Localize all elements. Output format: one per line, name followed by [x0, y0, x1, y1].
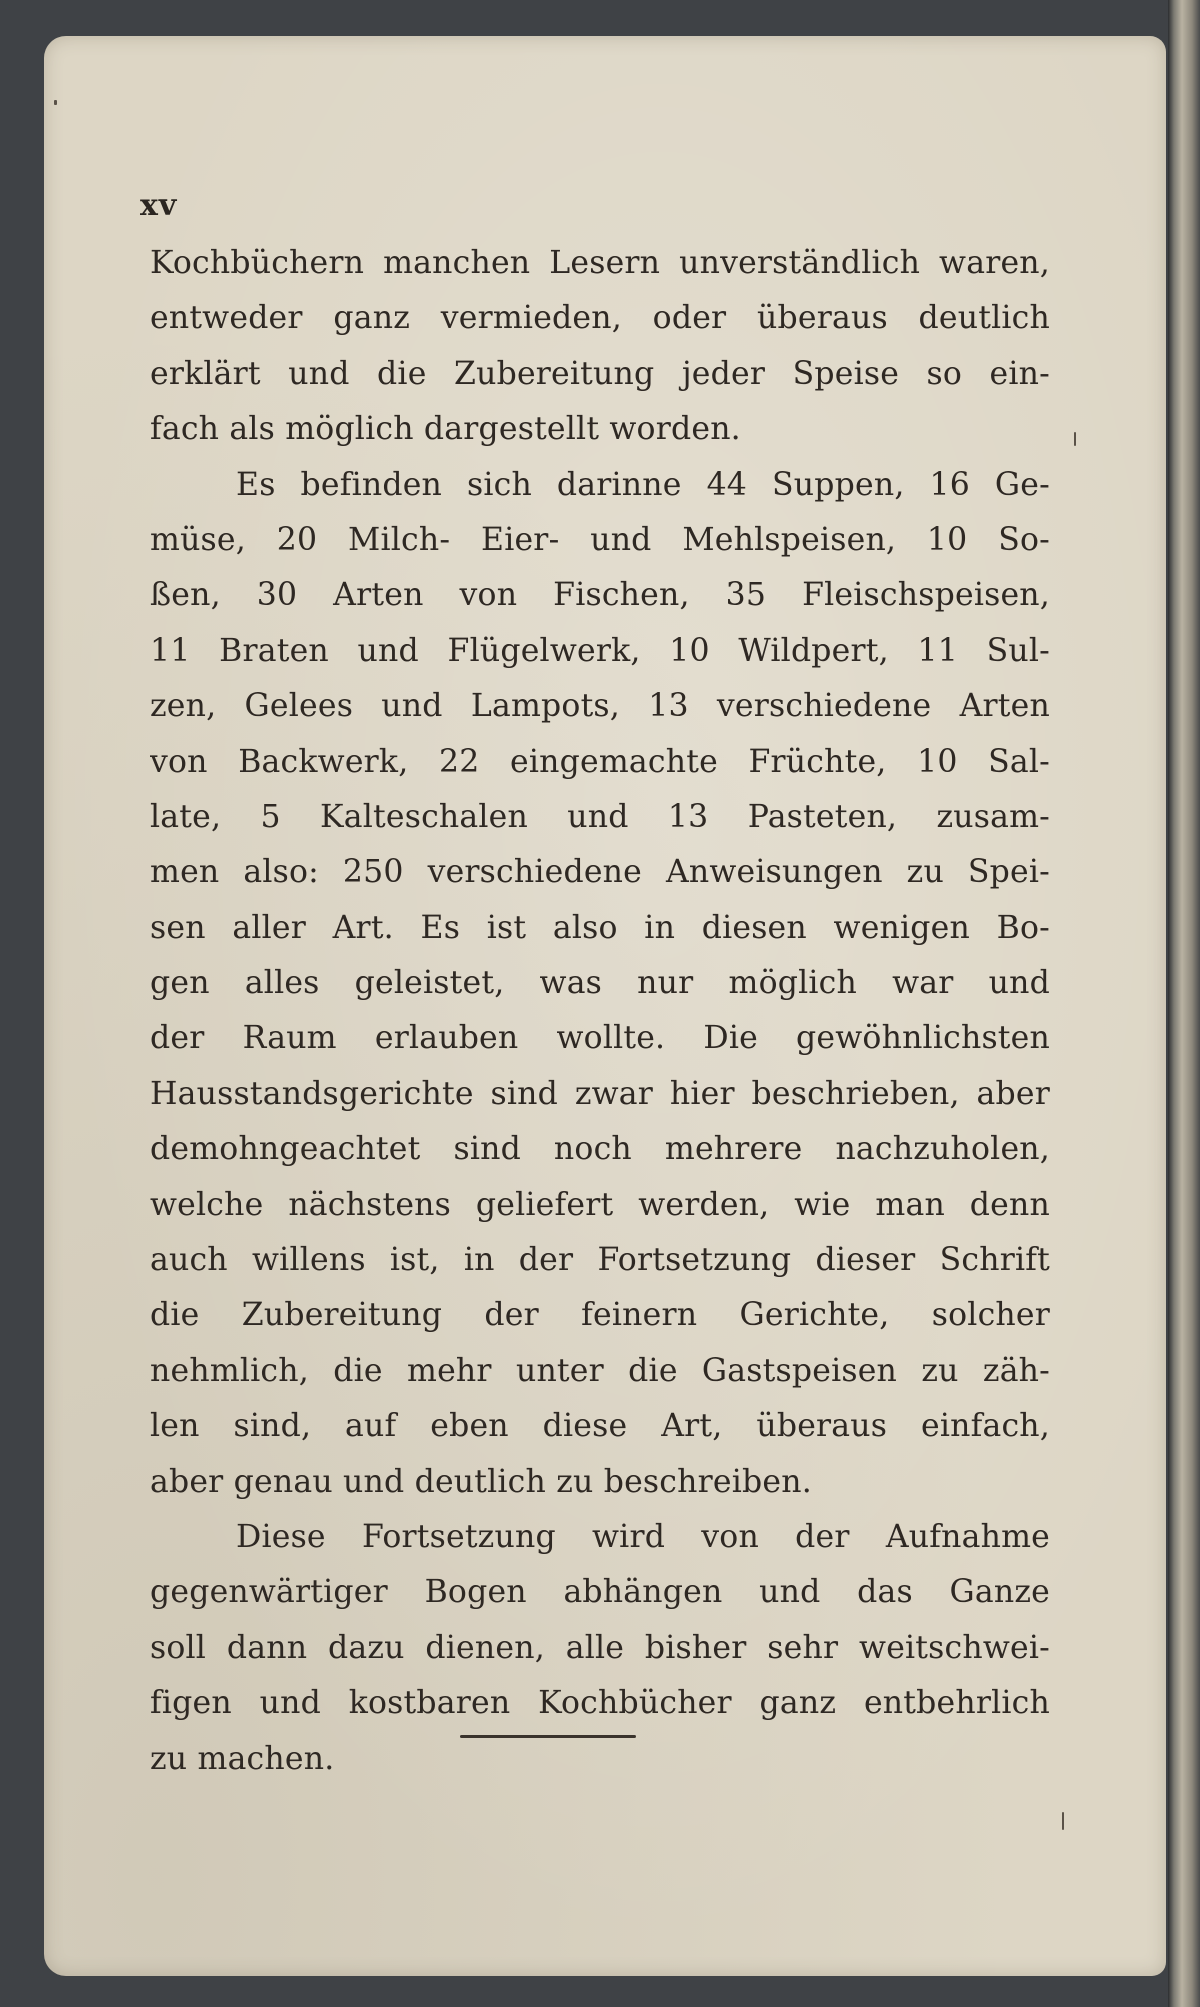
text-line: müse, 20 Milch- Eier- und Mehlspeisen, 10 So- — [150, 521, 1050, 558]
text-line: sen aller Art. Es ist also in diesen wenigen Bo- — [150, 909, 1050, 946]
text-line: welche nächstens geliefert werden, wie man denn — [150, 1186, 1050, 1223]
text-line: men also: 250 verschiedene Anweisungen zu Spei- — [150, 854, 1050, 891]
end-rule-divider — [460, 1735, 636, 1738]
text-line: der Raum erlauben wollte. Die gewöhnlichsten — [150, 1020, 1050, 1057]
text-line: ßen, 30 Arten von Fischen, 35 Fleischspeisen, — [150, 577, 1050, 614]
text-line: late, 5 Kalteschalen und 13 Pasteten, zusam- — [150, 798, 1050, 835]
text-line: entweder ganz vermieden, oder überaus deutlich — [150, 300, 1050, 337]
text-line: gegenwärtiger Bogen abhängen und das Ganze — [150, 1574, 1050, 1611]
text-line: figen und kostbaren Kochbücher ganz entbehrlich — [150, 1685, 1050, 1722]
text-line: aber genau und deutlich zu beschreiben. — [150, 1463, 812, 1500]
text-line: demohngeachtet sind noch mehrere nachzuholen, — [150, 1131, 1050, 1168]
paper-speck — [1062, 1812, 1064, 1830]
text-line: nehmlich, die mehr unter die Gastspeisen zu zäh- — [150, 1352, 1050, 1389]
page-number: xv — [140, 188, 178, 223]
text-line: Hausstandsgerichte sind zwar hier beschrieben, aber — [150, 1075, 1050, 1112]
text-line: von Backwerk, 22 eingemachte Früchte, 10 Sal- — [150, 743, 1050, 780]
text-line: erklärt und die Zubereitung jeder Speise so ein- — [150, 355, 1050, 392]
paper-speck — [1074, 432, 1076, 446]
text-line: gen alles geleistet, was nur möglich war und — [150, 965, 1050, 1002]
text-line: len sind, auf eben diese Art, überaus einfach, — [150, 1408, 1050, 1445]
text-line: auch willens ist, in der Fortsetzung dieser Schrift — [150, 1242, 1050, 1279]
text-line: soll dann dazu dienen, alle bisher sehr weitschwei- — [150, 1629, 1050, 1666]
text-line: zu machen. — [150, 1740, 335, 1777]
adjacent-page-edge — [1168, 0, 1200, 2007]
paragraph-start-line: Es befinden sich darinne 44 Suppen, 16 Ge- — [236, 466, 1050, 503]
text-line: 11 Braten und Flügelwerk, 10 Wildpert, 11 Sul- — [150, 632, 1050, 669]
paper-speck — [54, 100, 57, 105]
text-line: fach als möglich dargestellt worden. — [150, 411, 741, 448]
text-line: die Zubereitung der feinern Gerichte, solcher — [150, 1297, 1050, 1334]
body-text — [150, 236, 1050, 1787]
text-line: Kochbüchern manchen Lesern unverständlich waren, — [150, 245, 1050, 281]
text-line: zen, Gelees und Lampots, 13 verschiedene Arten — [150, 688, 1050, 725]
paragraph-start-line: Diese Fortsetzung wird von der Aufnahme — [236, 1518, 1050, 1555]
